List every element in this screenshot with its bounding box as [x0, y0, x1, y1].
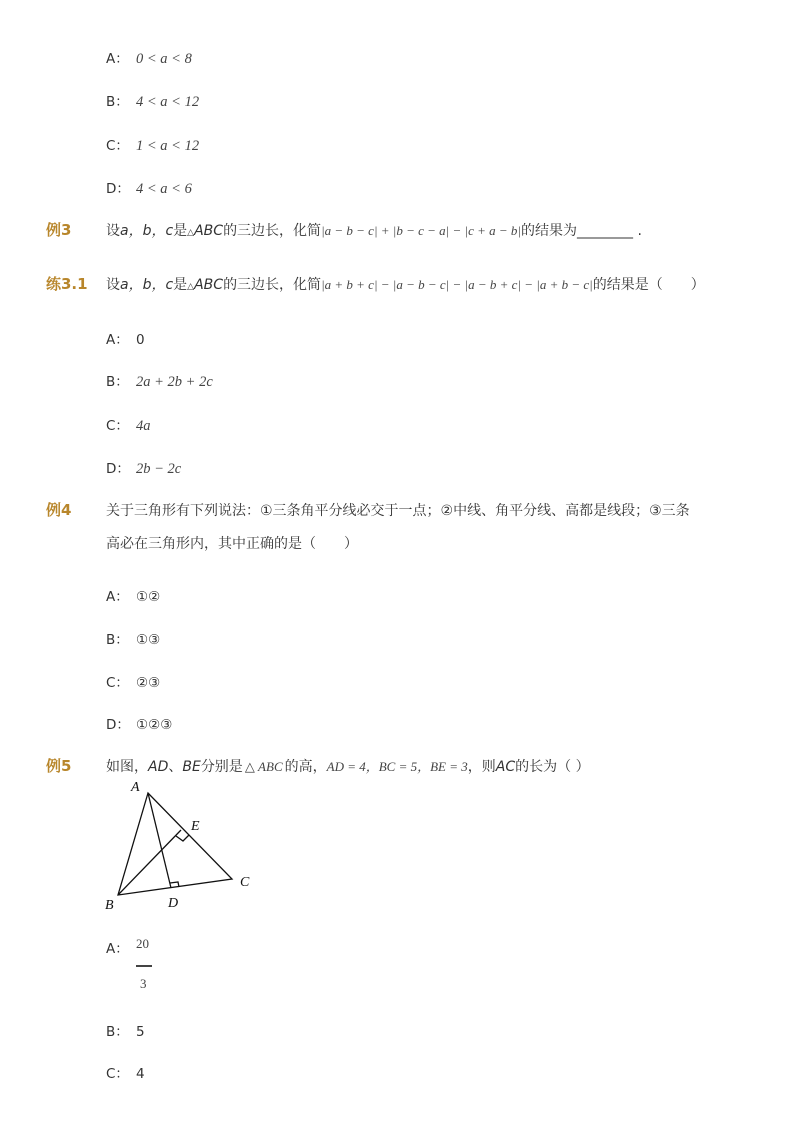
q-text: 设: [106, 223, 120, 239]
option-value: 2b − 2c: [136, 461, 182, 477]
right-angle-mark-e: [176, 835, 189, 841]
option-label: B：: [106, 374, 129, 390]
option-value: 4 < a < 12: [136, 94, 200, 110]
option-label: D：: [106, 717, 130, 733]
option-label: D：: [106, 181, 130, 197]
q-expression: |a + b + c| − |a − b − c| − |a − b + c| − |a + b − c|: [321, 277, 593, 292]
option-label: B：: [106, 94, 129, 110]
triangle-symbol: △: [187, 228, 195, 238]
triangle-symbol: △: [187, 282, 195, 292]
example-4-line-2: 高必在三角形内，其中正确的是（ ）: [106, 536, 358, 552]
example-4-line-1: 关于三角形有下列说法：①三条角平分线必交于一点；②中线、角平分线、高都是线段；③三条: [106, 503, 690, 519]
q-ad: AD: [148, 759, 169, 775]
vertex-label-b: B: [105, 898, 114, 913]
q-text: 如图，: [106, 759, 148, 775]
option-value: 0 < a < 8: [136, 51, 192, 67]
option-c[interactable]: [106, 1062, 145, 1082]
q-text: 的三边长，化简: [223, 223, 322, 239]
vertex-label-a: A: [131, 780, 140, 795]
q-text: 的结果是（ ）: [592, 277, 705, 293]
option-value: ①②③: [136, 717, 173, 733]
example-3-label: 例3: [46, 221, 72, 239]
option-value: ①②: [136, 589, 161, 605]
example-5-label: 例5: [46, 757, 72, 775]
option-label: A：: [106, 941, 129, 957]
option-value: ②③: [136, 675, 161, 691]
option-b[interactable]: [106, 370, 213, 391]
option-b[interactable]: [106, 1020, 145, 1040]
option-value: 0: [136, 332, 145, 348]
q-givens: AD = 4，BC = 5，BE = 3: [326, 759, 468, 774]
triangle-abc: [118, 793, 232, 895]
q-text: 的长为（ ）: [515, 759, 590, 775]
q-text: 是: [173, 277, 188, 293]
option-label: D：: [106, 461, 130, 477]
vertex-label-d: D: [168, 896, 179, 911]
option-value: 4: [136, 1066, 145, 1082]
q-text: 是: [173, 223, 188, 239]
vertex-label-c: C: [240, 875, 250, 890]
option-a[interactable]: [106, 328, 145, 348]
q-abc: ABC: [194, 223, 224, 239]
option-b[interactable]: [106, 628, 160, 648]
q-text: 设: [106, 277, 120, 293]
option-value: ①③: [136, 632, 161, 648]
option-c[interactable]: [106, 414, 151, 435]
option-label: C：: [106, 1066, 129, 1082]
q-abc: ABC: [194, 277, 224, 293]
option-label: B：: [106, 632, 129, 648]
option-a[interactable]: [106, 937, 136, 957]
q-text: ，则: [467, 759, 496, 775]
option-value: 4a: [136, 418, 151, 434]
q-ac: AC: [495, 759, 516, 775]
example-4-label: 例4: [46, 501, 72, 519]
option-value: 5: [136, 1024, 145, 1040]
q-expression: |a − b − c| + |b − c − a| − |c + a − b|: [321, 223, 521, 238]
example-3-question: [106, 220, 642, 240]
option-a[interactable]: [106, 47, 192, 68]
option-c[interactable]: [106, 671, 160, 691]
option-d[interactable]: [106, 177, 192, 198]
fraction-denominator: 3: [140, 976, 147, 991]
q-be: BE: [182, 759, 201, 775]
option-label: A：: [106, 589, 129, 605]
option-label: B：: [106, 1024, 129, 1040]
practice-3-1-question: [106, 274, 705, 294]
option-value: 4 < a < 6: [136, 181, 192, 197]
q-text: 、: [168, 759, 183, 775]
option-c[interactable]: [106, 134, 199, 155]
q-vars: a，b，c: [120, 223, 174, 239]
option-label: C：: [106, 418, 129, 434]
option-value: 2a + 2b + 2c: [136, 374, 213, 390]
altitude-ad: [148, 793, 171, 888]
q-text: 的高，: [284, 759, 327, 775]
q-text: 的结果为________ .: [521, 223, 642, 239]
example-5-question: [106, 756, 590, 776]
practice-3-1-label: 练3.1: [46, 275, 88, 293]
option-label: C：: [106, 138, 129, 154]
fraction-numerator: 20: [136, 936, 149, 951]
q-text: 的三边长，化简: [223, 277, 322, 293]
option-a[interactable]: [106, 585, 160, 605]
q-vars: a，b，c: [120, 277, 174, 293]
option-label: A：: [106, 51, 129, 67]
q-triangle: △ ABC: [244, 759, 283, 774]
option-value: 1 < a < 12: [136, 138, 200, 154]
option-d[interactable]: [106, 713, 172, 733]
option-label: C：: [106, 675, 129, 691]
option-d[interactable]: [106, 457, 181, 478]
triangle-figure: [100, 775, 260, 915]
option-b[interactable]: [106, 90, 199, 111]
fraction-bar: [136, 965, 152, 967]
q-text: 分别是: [200, 759, 243, 775]
option-label: A：: [106, 332, 129, 348]
vertex-label-e: E: [191, 819, 200, 834]
